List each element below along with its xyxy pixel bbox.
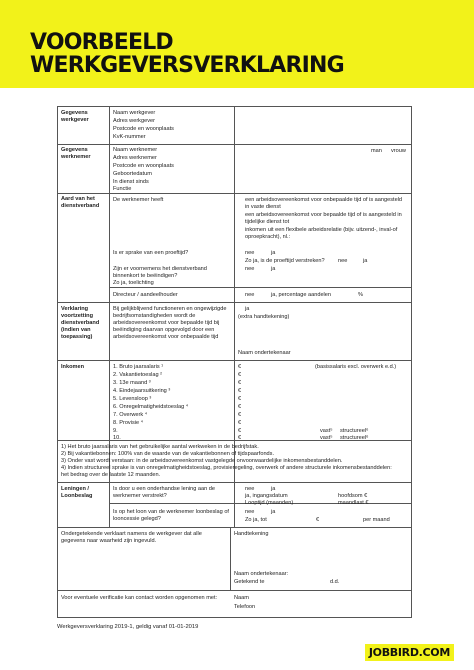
- income-item: 5. Levensloop ³: [113, 396, 152, 402]
- euro-sign: €: [238, 420, 242, 426]
- income-item: 10.: [113, 435, 121, 441]
- euro-sign: €: [238, 404, 242, 410]
- verificatie-text: Voor eventuele verificatie kan contact worden opgenomen met:: [61, 595, 218, 601]
- field-label: Is door u een onderhandse lening aan de werknemer verstrekt?: [113, 486, 216, 499]
- field-label: Zo ja, tot: [245, 517, 267, 523]
- euro-sign: €: [238, 435, 242, 441]
- basis-note: (basissalaris excl. overwerk e.d.): [315, 364, 397, 370]
- section-label-voortzetting: Verklaring voortzetting dienstverband (indien van toepassing): [61, 306, 100, 340]
- field-label: d.d.: [330, 579, 340, 585]
- percent-sign: %: [358, 292, 363, 298]
- option-nee[interactable]: nee: [245, 486, 255, 492]
- ondertekening-text: Ondergetekende verklaart namens de werkgever dat alle gegevens naar waarheid zijn ingevuld.: [61, 531, 202, 544]
- section-label-leningen: Leningen / Loonbeslag: [61, 486, 93, 499]
- option-flexibel[interactable]: inkomen uit een flexibele arbeidsrelatie (bijv. uitzend-, inval-of oproepkracht), nl.:: [245, 227, 398, 240]
- euro-sign: €: [238, 380, 242, 386]
- declaration-form: [57, 106, 412, 618]
- income-item: 9.: [113, 428, 118, 434]
- field-label: Naam ondertekenaar:: [234, 571, 289, 577]
- option-ja[interactable]: ja: [245, 306, 250, 312]
- column-line: [234, 107, 235, 482]
- income-item: 6. Onregelmatigheidstoeslag ⁴: [113, 404, 189, 410]
- option-nee[interactable]: nee: [338, 258, 348, 264]
- field-label: Is er sprake van een proeftijd?: [113, 250, 189, 256]
- income-item: 3. 13e maand ³: [113, 380, 151, 386]
- column-line: [109, 107, 110, 482]
- column-line: [230, 527, 231, 590]
- footnote: 2) Bij vakantiebonnen: 100% van de waarde van de vakantiebonnen of tijdspaarfonds.: [61, 451, 275, 457]
- income-item: 2. Vakantietoeslag ²: [113, 372, 163, 378]
- field-label: De werknemer heeft: [113, 197, 164, 203]
- footnote: 3) Onder vast wordt verstaan: in de arbeidsovereenkomst vastgelegde onvoorwaardelijke inkomensbestanddelen.: [61, 458, 343, 464]
- field-label: Looptijd (maanden): [245, 500, 294, 506]
- divider: [58, 527, 411, 528]
- section-label-dienstverband: Aard van het dienstverband: [61, 196, 100, 209]
- field-label: In dienst sinds: [113, 179, 149, 185]
- field-label: (extra handtekening): [238, 314, 290, 320]
- field-label: KvK-nummer: [113, 134, 146, 140]
- option-ja-percentage[interactable]: ja, percentage aandelen: [271, 292, 332, 298]
- field-label: Zijn er voornemens het dienstverband binnenkort te beëindigen?: [113, 266, 207, 279]
- field-label: Postcode en woonplaats: [113, 126, 174, 132]
- divider: [109, 287, 411, 288]
- option-vast[interactable]: vast⁵: [320, 428, 333, 434]
- euro-sign: €: [238, 428, 242, 434]
- field-label: Functie: [113, 186, 132, 192]
- footnote: 1) Het bruto jaarsalaris van het gebruikelijke aantal werkweken in de bedrijfstak.: [61, 444, 259, 450]
- voortzetting-text: Bij gelijkblijvend functioneren en ongewijzigde bedrijfsomstandigheden wordt de arbeidsovereenkomst voor bepaalde tijd bij beëindiging daarvan opgevolgd door een arbeidsovereenkomst voor onbepaalde tijd: [113, 306, 227, 340]
- option-ja[interactable]: ja: [271, 266, 276, 272]
- option-ja[interactable]: ja: [271, 250, 276, 256]
- field-label: maandlast €: [338, 500, 369, 506]
- euro-sign: €: [238, 412, 242, 418]
- option-onbepaalde-tijd[interactable]: een arbeidsovereenkomst voor onbepaalde tijd of is aangesteld in vaste dienst: [245, 197, 403, 210]
- field-label: Zo ja, is de proeftijd verstreken?: [245, 258, 325, 264]
- footer-text: Werkgeversverklaring 2019-1, geldig vanaf 01-01-2019: [57, 624, 199, 630]
- field-label: Geboortedatum: [113, 171, 152, 177]
- option-man[interactable]: man: [371, 148, 382, 154]
- option-ja[interactable]: ja: [363, 258, 368, 264]
- field-label: Naam werknemer: [113, 147, 158, 153]
- euro-sign: €: [238, 388, 242, 394]
- euro-sign: €: [238, 372, 242, 378]
- column-line: [234, 482, 235, 527]
- option-nee[interactable]: nee: [245, 292, 255, 298]
- option-nee[interactable]: nee: [245, 266, 255, 272]
- section-label-werknemer: Gegevens werknemer: [61, 147, 91, 160]
- field-label: Getekend te: [234, 579, 265, 585]
- option-vast[interactable]: vast⁵: [320, 435, 333, 441]
- footnote: het bedrag over de laatste 12 maanden.: [61, 472, 161, 478]
- euro-sign: €: [316, 517, 320, 523]
- option-structureel[interactable]: structureel⁶: [340, 428, 369, 434]
- column-line: [109, 482, 110, 527]
- field-label: Handtekening: [234, 531, 269, 537]
- field-label: Directeur / aandeelhouder: [113, 292, 178, 298]
- income-item: 8. Provisie ⁴: [113, 420, 144, 426]
- field-label: Adres werknemer: [113, 155, 157, 161]
- field-label: Telefoon: [234, 604, 256, 610]
- divider: [58, 590, 411, 591]
- field-label: Zo ja, toelichting: [113, 280, 154, 286]
- option-vrouw[interactable]: vrouw: [391, 148, 406, 154]
- field-label: ja, ingangsdatum: [245, 493, 288, 499]
- income-item: 1. Bruto jaarsalaris ¹: [113, 364, 164, 370]
- euro-sign: €: [238, 396, 242, 402]
- field-label: Naam ondertekenaar: [238, 350, 291, 356]
- euro-sign: €: [238, 364, 242, 370]
- field-label: Is op het loon van de werknemer loonbeslag of looncessie gelegd?: [113, 509, 229, 522]
- section-label-werkgever: Gegevens werkgever: [61, 110, 89, 123]
- option-nee[interactable]: nee: [245, 509, 255, 515]
- page-title-line1: VOORBEELD: [30, 30, 173, 55]
- field-label: per maand: [363, 517, 390, 523]
- footnote: 4) Indien structureel sprake is van onregelmatigheidstoeslag, provisieregeling, overwerk of andere structurele inkomensbestanddelen:: [61, 465, 392, 471]
- field-label: Adres werkgever: [113, 118, 155, 124]
- section-label-inkomen: Inkomen: [61, 364, 85, 370]
- option-ja[interactable]: ja: [271, 509, 276, 515]
- option-nee[interactable]: nee: [245, 250, 255, 256]
- field-label: Naam: [234, 595, 249, 601]
- field-label: hoofdsom €: [338, 493, 368, 499]
- income-item: 7. Overwerk ⁴: [113, 412, 148, 418]
- income-item: 4. Eindejaarsuitkering ³: [113, 388, 171, 394]
- field-label: Naam werkgever: [113, 110, 156, 116]
- field-label: Postcode en woonplaats: [113, 163, 174, 169]
- option-ja[interactable]: ja: [271, 486, 276, 492]
- option-bepaalde-tijd[interactable]: een arbeidsovereenkomst voor bepaalde tijd of is aangesteld in tijdelijke dienst tot: [245, 212, 402, 225]
- page-title-line2: WERKGEVERSVERKLARING: [30, 53, 344, 78]
- option-structureel[interactable]: structureel⁶: [340, 435, 369, 441]
- brand-logo: JOBBIRD.COM: [365, 644, 454, 661]
